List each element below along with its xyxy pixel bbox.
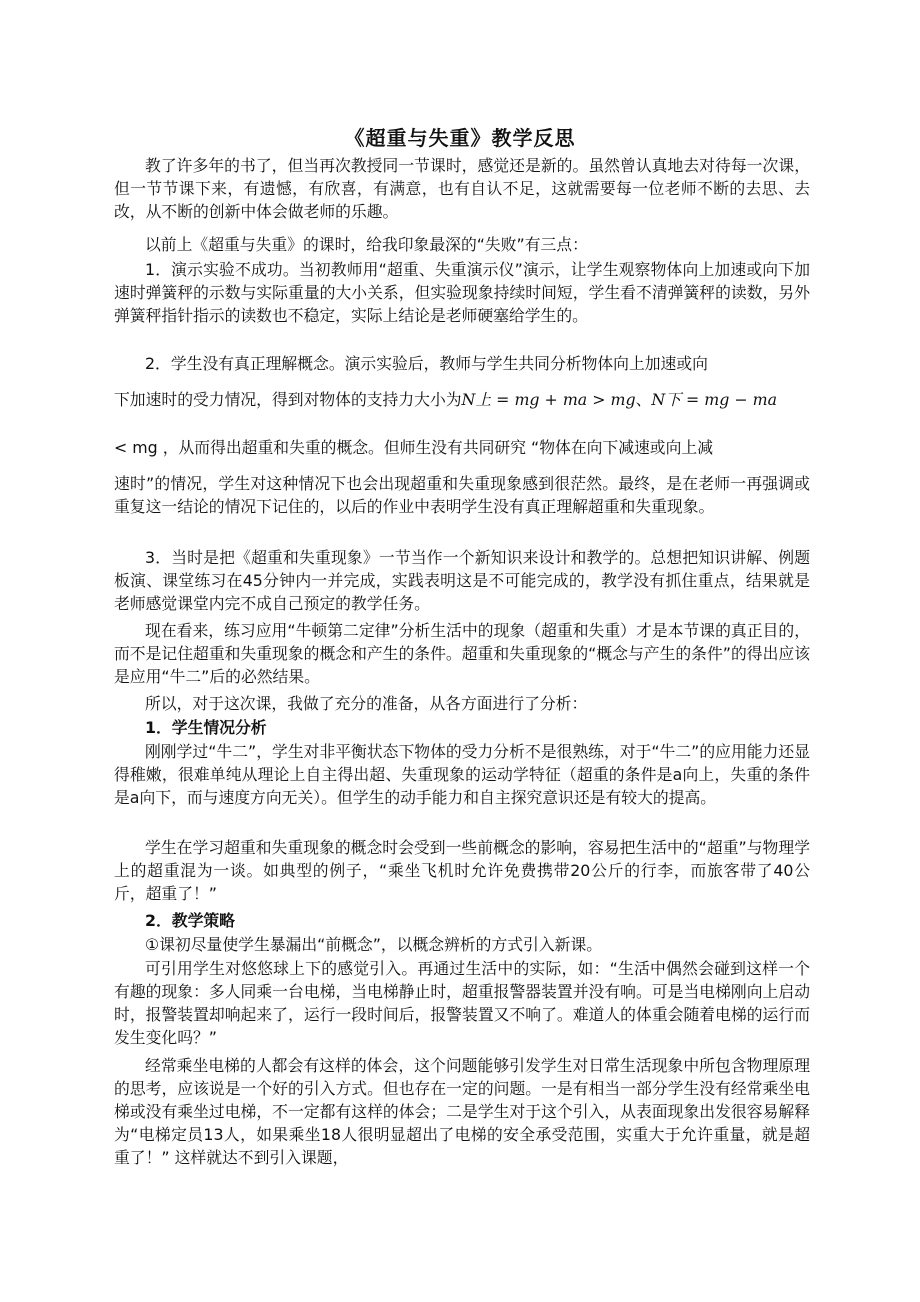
paragraph-elevator: 经常乘坐电梯的人都会有这样的体会，这个问题能够引发学生对日常生活现象中所包含物理原理的思考，应该说是一个好的引入方式。但也存在一定的问题。一是有相当一部分学生没有经常乘坐电梯或没有乘坐过电梯，不一定都有这样的体会；二是学生对于这个引入，从表面现象出发很容易解释为“电梯定员13人，如果乘坐18人很明显超出了电梯的安全承受范围，实重大于允许重量，就是超重了！” 这样就达不到引入课题，: [114, 1056, 810, 1167]
failure-2-line-2-text: 下加速时的受力情况，得到对物体的支持力大小为: [114, 390, 462, 409]
paragraph-student-1: 刚刚学过“牛二”，学生对非平衡状态下物体的受力分析不是很熟练，对于“牛二”的应用能力还显得稚嫩，很难单纯从理论上自主得出超、失重现象的运动学特征（超重的条件是a向上，失重的条件是a向下，而与速度方向无关）。但学生的动手能力和自主探究意识还是有较大的提高。: [114, 742, 810, 807]
page-title: 《超重与失重》教学反思: [344, 126, 576, 150]
paragraph-failure-3: 3．当时是把《超重和失重现象》一节当作一个新知识来设计和教学的。总想把知识讲解、例题板演、课堂练习在45分钟内一并完成，实践表明这是不可能完成的，教学没有抓住重点，结果就是老师感觉课堂内完不成自己预定的教学任务。: [114, 548, 810, 613]
formula-separator: 、: [635, 390, 652, 409]
heading-student-analysis: 1．学生情况分析: [145, 718, 267, 737]
paragraph-strategy-1-detail: 可引用学生对悠悠球上下的感觉引入。再通过生活中的实际，如：“生活中偶然会碰到这样一个有趣的现象：多人同乘一台电梯，当电梯静止时，超重报警器装置并没有响。可是当电梯刚向上启动时，报警装置却响起来了，运行一段时间后，报警装置又不响了。难道人的体重会随着电梯的运行而发生变化吗？”: [114, 959, 810, 1047]
paragraph-student-2: 学生在学习超重和失重现象的概念时会受到一些前概念的影响，容易把生活中的“超重”与物理学上的超重混为一谈。如典型的例子，“乘坐飞机时允许免费携带20公斤的行李，而旅客带了40公斤，超重了！”: [114, 838, 810, 903]
paragraph-failure-2-rest: 速时”的情况，学生对这种情况下也会出现超重和失重现象感到很茫然。最终，是在老师一再强调或重复这一结论的情况下记住的，以后的作业中表明学生没有真正理解超重和失重现象。: [114, 474, 810, 516]
paragraph-failures-intro: 以前上《超重与失重》的课时，给我印象最深的“失败”有三点：: [145, 235, 588, 254]
paragraph-now-view: 现在看来，练习应用“牛顿第二定律”分析生活中的现象（超重和失重）才是本节课的真正目的，而不是记住超重和失重现象的概念和产生的条件。超重和失重现象的“概念与产生的条件”的得出应该是应用“牛二”后的必然结果。: [114, 621, 810, 686]
formula-support-up: N上 = mg + ma > mg: [461, 390, 636, 409]
paragraph-strategy-1: ①课初尽量使学生暴漏出“前概念”，以概念辨析的方式引入新课。: [145, 935, 603, 954]
paragraph-failure-2-line-1: 2．学生没有真正理解概念。演示实验后，教师与学生共同分析物体向上加速或向: [145, 354, 708, 373]
paragraph-so: 所以，对于这次课，我做了充分的准备，从各方面进行了分析：: [145, 694, 588, 713]
heading-teaching-strategy: 2．教学策略: [145, 911, 235, 930]
paragraph-intro: 教了许多年的书了，但当再次教授同一节课时，感觉还是新的。虽然曾认真地去对待每一次课，但一节节课下来，有遗憾，有欣喜，有满意，也有自认不足，这就需要每一位老师不断的去思、去改，从不断的创新中体会做老师的乐趣。: [114, 156, 810, 221]
formula-support-down: N下 = mg − ma: [651, 390, 778, 409]
paragraph-failure-1: 1．演示实验不成功。当初教师用“超重、失重演示仪”演示，让学生观察物体向上加速或向下加速时弹簧秤的示数与实际重量的大小关系，但实验现象持续时间短，学生看不清弹簧秤的读数，另外弹簧秤指针指示的读数也不稳定，实际上结论是老师硬塞给学生的。: [114, 260, 810, 325]
paragraph-failure-2-line-2: [114, 388, 810, 411]
paragraph-failure-2-line-3: < mg ，从而得出超重和失重的概念。但师生没有共同研究 “物体在向下减速或向上减: [114, 438, 713, 457]
